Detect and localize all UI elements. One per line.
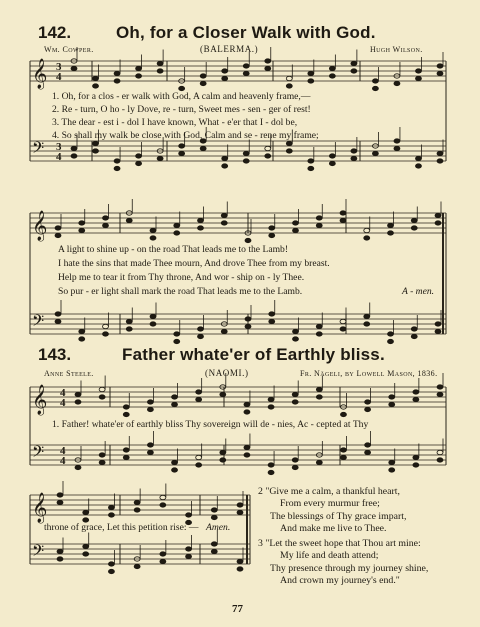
note-head [365,407,371,411]
note-head [55,312,61,316]
note-head [79,337,85,341]
note-head [186,554,192,558]
verse-line: And crown my journey's end." [280,575,400,587]
note-head [200,81,206,85]
note-head [265,146,271,150]
staff-142-2-treble [30,213,446,233]
note-head [55,226,61,230]
note-head [265,154,271,158]
note-head [243,159,249,163]
note-head [157,69,163,73]
note-head [221,213,227,217]
bass-clef-icon: 𝄢 [32,443,45,465]
note-head [157,61,163,65]
hymn-143-composer: Fr. Nägeli, by Lowell Mason, 1836. [300,369,438,378]
note-head [196,455,202,459]
note-head [437,385,443,389]
note-head [222,164,228,168]
note-head [220,458,226,462]
note-head [411,218,417,222]
hymn-142-system-2-lyrics [58,244,330,300]
note-head [364,228,370,232]
note-head [198,218,204,222]
note-head [57,500,63,504]
note-head [134,564,140,568]
note-head [79,221,85,225]
note-head [265,59,271,63]
note-head [435,213,441,217]
hymn-143-line-2: throne of grace, Let this petition rise: — [44,522,199,533]
note-head [172,468,178,472]
note-head [269,312,275,316]
note-head [147,450,153,454]
note-head [108,505,114,509]
note-head [293,228,299,232]
note-head [174,231,180,235]
lyric-line: A light to shine up - on the road That leads me to the Lamb! [58,244,289,255]
hymn-142-number: 142. [38,23,72,42]
note-head [75,400,81,404]
note-head [57,493,63,497]
note-head [136,66,142,70]
note-head [340,218,346,222]
note-head [93,76,99,80]
note-head [57,549,63,553]
note-head [394,81,400,85]
note-head [268,405,274,409]
note-head [340,211,346,215]
note-head [160,559,166,563]
verse-line: From every murmur free; [280,498,380,510]
note-head [114,159,120,163]
note-head [186,513,192,517]
note-head [351,149,357,153]
note-head [136,154,142,158]
note-head [93,84,99,88]
note-head [316,460,322,464]
bass-clef-icon: 𝄢 [32,139,45,161]
note-head [198,327,204,331]
note-head [222,69,228,73]
hymn-142-tune: (BALERMA.) [200,44,259,54]
note-head [340,412,346,416]
note-head [388,231,394,235]
note-head [365,443,371,447]
note-head [123,412,129,416]
note-head [340,455,346,459]
note-head [415,69,421,73]
note-head [329,161,335,165]
note-head [292,392,298,396]
lyric-line: So pur - er light shall mark the road That leads me to the Lamb. [58,286,303,297]
note-head [196,463,202,467]
note-head [364,236,370,240]
note-head [71,154,77,158]
hymn-143-verse-2 [258,486,406,536]
note-head [134,508,140,512]
note-head [351,69,357,73]
note-head [268,463,274,467]
note-head [415,76,421,80]
note-head [99,460,105,464]
note-head [435,221,441,225]
note-head [372,86,378,90]
note-head [83,552,89,556]
note-head [172,460,178,464]
lyric-line: 3. The dear - est i - dol I have known, What - e'er that I - dol be, [52,117,298,128]
staff-143-1-bass [30,445,446,465]
note-head [83,544,89,548]
note-head [308,71,314,75]
note-head [292,465,298,469]
hymn-143-author: Anne Steele. [44,369,94,378]
note-head [365,450,371,454]
note-head [55,233,61,237]
note-head [243,64,249,68]
note-head [340,327,346,331]
hymn-142-system-1-lyrics [52,91,319,143]
note-head [157,156,163,160]
note-head [136,74,142,78]
note-head [437,151,443,155]
note-head [415,156,421,160]
verse-line: My life and death attend; [280,550,379,562]
note-head [293,329,299,333]
note-head [222,76,228,80]
note-head [71,66,77,70]
staff-143-1-treble [30,387,446,407]
hymn-142-title: Oh, for a Closer Walk with God. [116,23,376,42]
note-head [198,334,204,338]
note-head [415,164,421,168]
note-head [351,61,357,65]
note-head [174,223,180,227]
hymn-143-number: 143. [38,345,72,364]
note-head [79,228,85,232]
note-head [329,74,335,78]
note-head [389,468,395,472]
note-head [108,569,114,573]
note-head [200,146,206,150]
note-head [365,400,371,404]
note-head [75,465,81,469]
note-head [394,146,400,150]
note-head [388,339,394,343]
note-head [388,332,394,336]
note-head [245,324,251,328]
svg-text:4: 4 [60,445,66,457]
verse-line: 2 "Give me a calm, a thankful heart, [258,486,400,497]
note-head [211,508,217,512]
note-head [413,463,419,467]
treble-clef-icon: 𝄞 [32,385,48,415]
svg-text:3: 3 [56,61,62,73]
note-head [114,79,120,83]
note-head [411,226,417,230]
note-head [437,64,443,68]
note-head [364,322,370,326]
note-head [268,397,274,401]
note-head [269,319,275,323]
hymn-142-amen: A - men. [402,286,435,297]
lyric-line: 1. Oh, for a clos - er walk with God, A calm and heavenly frame,— [52,91,311,102]
bass-clef-icon: 𝄢 [32,542,45,564]
svg-text:4: 4 [60,397,66,409]
note-head [200,74,206,78]
note-head [150,236,156,240]
note-head [123,405,129,409]
note-head [265,66,271,70]
staff-142-2-bass [30,314,446,334]
note-head [364,314,370,318]
note-head [389,460,395,464]
note-head [134,500,140,504]
note-head [435,329,441,333]
note-head [437,450,443,454]
note-head [245,317,251,321]
note-head [286,76,292,80]
lyric-line: I hate the sins that made Thee mourn, And drove Thee from my breast. [58,258,330,269]
note-head [316,395,322,399]
note-head [292,400,298,404]
note-head [211,515,217,519]
bass-clef-icon: 𝄢 [32,312,45,334]
lyric-line: 2. Re - turn, O ho - ly Dove, re - turn, Sweet mes - sen - ger of rest! [52,104,311,115]
note-head [179,144,185,148]
note-head [211,549,217,553]
verse-line: And make me live to Thee. [280,523,387,535]
note-head [126,327,132,331]
note-head [245,238,251,242]
note-head [123,448,129,452]
note-head [55,319,61,323]
note-head [147,443,153,447]
note-head [220,392,226,396]
note-head [103,223,109,227]
note-head [93,149,99,153]
note-head [389,395,395,399]
note-head [389,402,395,406]
note-head [237,559,243,563]
note-head [103,324,109,328]
note-head [316,324,322,328]
note-head [83,510,89,514]
note-head [316,216,322,220]
note-head [222,156,228,160]
note-head [179,151,185,155]
treble-clef-icon: 𝄞 [32,211,48,241]
note-head [413,397,419,401]
verse-line: Thy presence through my journey shine, [270,562,429,574]
note-head [269,233,275,237]
note-head [220,450,226,454]
note-head [172,395,178,399]
hymn-142-author: Wm. Cowper. [44,45,94,54]
note-head [411,334,417,338]
note-head [437,71,443,75]
note-head [126,218,132,222]
note-head [99,453,105,457]
note-head [437,458,443,462]
note-head [237,567,243,571]
verse-line: 3 "Let the sweet hope that Thou art mine: [258,538,421,549]
note-head [244,402,250,406]
note-head [99,387,105,391]
note-head [316,387,322,391]
note-head [150,314,156,318]
note-head [269,226,275,230]
page-number: 77 [232,603,243,615]
note-head [160,552,166,556]
svg-text:3: 3 [56,141,62,153]
note-head [150,322,156,326]
note-head [394,139,400,143]
note-head [340,319,346,323]
note-head [316,223,322,227]
treble-clef-icon: 𝄞 [32,493,48,523]
note-head [329,154,335,158]
note-head [99,395,105,399]
note-head [437,392,443,396]
note-head [172,402,178,406]
hymn-143-line-1: 1. Father! whate'er of earthly bliss Thy sovereign will de - nies, Ac - cepted at Thy [52,419,369,430]
note-head [388,223,394,227]
treble-clef-icon: 𝄞 [32,59,48,89]
note-head [268,470,274,474]
hymn-143-verse-3 [258,538,428,588]
note-head [126,319,132,323]
note-head [221,221,227,225]
note-head [286,149,292,153]
hymn-143-title: Father whate'er of Earthly bliss. [122,345,385,364]
note-head [435,322,441,326]
note-head [372,79,378,83]
note-head [136,161,142,165]
note-head [174,332,180,336]
verse-line: The blessings of Thy grace impart, [270,510,407,522]
svg-text:4: 4 [56,151,62,163]
note-head [75,392,81,396]
note-head [243,71,249,75]
note-head [71,146,77,150]
note-head [108,562,114,566]
note-head [437,159,443,163]
note-head [211,542,217,546]
note-head [147,400,153,404]
note-head [243,151,249,155]
note-head [150,228,156,232]
note-head [411,327,417,331]
note-head [316,332,322,336]
note-head [196,397,202,401]
hymn-142-composer: Hugh Wilson. [370,45,423,54]
note-head [57,557,63,561]
note-head [372,151,378,155]
svg-text:4: 4 [60,455,66,467]
note-head [308,159,314,163]
note-head [244,453,250,457]
note-head [147,407,153,411]
note-head [123,455,129,459]
note-head [286,84,292,88]
note-head [114,166,120,170]
note-head [308,166,314,170]
note-head [221,329,227,333]
note-head [292,458,298,462]
note-head [103,332,109,336]
note-head [413,390,419,394]
hymn-143-tune: (NAOMI.) [205,368,249,378]
note-head [329,66,335,70]
note-head [103,216,109,220]
note-head [186,547,192,551]
lyric-line: 4. So shall my walk be close with God, Calm and se - rene my frame; [52,130,319,141]
note-head [237,503,243,507]
hymn-143-amen: Amen. [206,522,231,533]
lyric-line: Help me to tear it from Thy throne, And wor - ship on - ly Thee. [58,272,305,283]
note-head [244,410,250,414]
note-head [351,156,357,160]
note-head [196,390,202,394]
note-head [79,329,85,333]
note-head [237,510,243,514]
note-head [308,79,314,83]
note-head [108,513,114,517]
svg-text:4: 4 [56,71,62,83]
note-head [244,445,250,449]
note-head [293,337,299,341]
note-head [160,503,166,507]
note-head [413,455,419,459]
note-head [198,226,204,230]
note-head [174,339,180,343]
note-head [340,448,346,452]
note-head [293,221,299,225]
note-head [160,495,166,499]
note-head [114,71,120,75]
svg-text:4: 4 [60,387,66,399]
